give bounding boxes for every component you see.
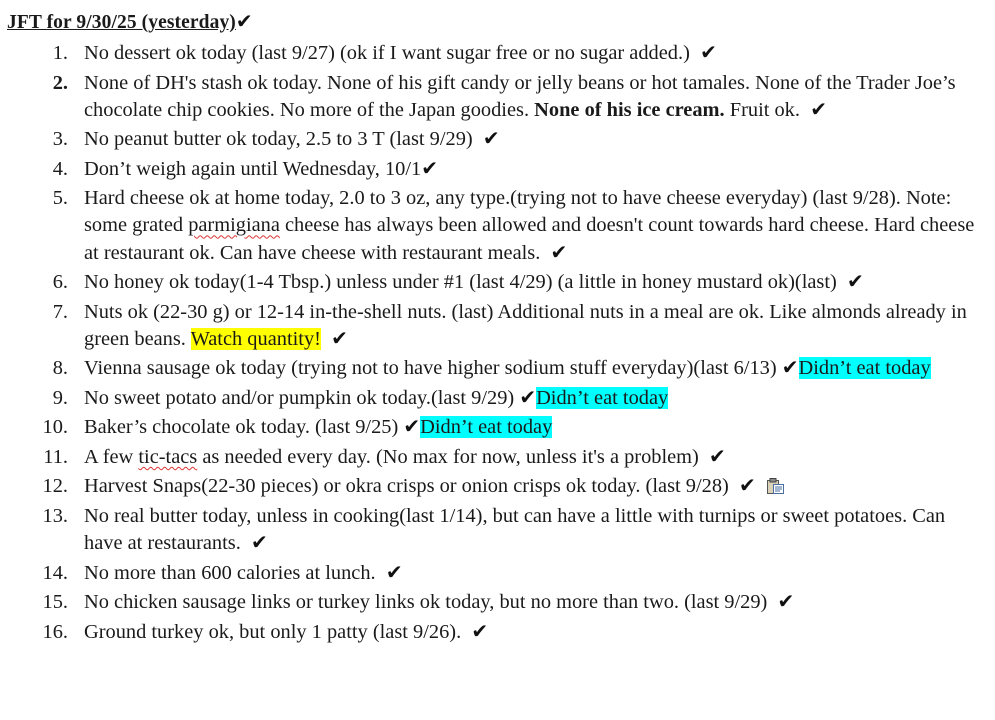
- list-item: 2. None of DH's stash ok today. None of his gift candy or jelly beans or hot tamales. None of the Trader Joe’s chocolate chip cookies. No more of the Japan goodies. None of his ice cream. Fruit ok. ✔: [0, 70, 995, 124]
- check-icon: ✔: [471, 618, 489, 643]
- list-item: 6. No honey ok today(1-4 Tbsp.) unless under #1 (last 4/29) (a little in honey mustard ok)(last) ✔: [0, 269, 995, 296]
- list-item: 5. Hard cheese ok at home today, 2.0 to 3 oz, any type.(trying not to have cheese everyday) (last 9/28). Note: some grated parmigiana cheese has always been allowed and doesn't count towards hard cheese. Hard cheese at restaurant ok. Can have cheese with restaurant meals. ✔: [0, 185, 995, 267]
- check-icon: ✔: [385, 559, 403, 584]
- check-icon: ✔: [700, 40, 717, 64]
- check-icon: ✔: [739, 473, 756, 498]
- list-item: 9. No sweet potato and/or pumpkin ok today.(last 9/29) ✔Didn’t eat today: [0, 385, 995, 412]
- list-item: 13. No real butter today, unless in cooking(last 1/14), but can have a little with turnips or sweet potatoes. Can have at restaurants. ✔: [0, 503, 995, 557]
- highlight-cyan: Didn’t eat today: [798, 357, 931, 380]
- item-number: 13.: [42, 504, 68, 527]
- list-item: 15. No chicken sausage links or turkey links ok today, but no more than two. (last 9/29) ✔: [0, 589, 995, 616]
- item-number: 3.: [52, 128, 68, 151]
- check-icon: ✔: [519, 384, 537, 409]
- list-item: 11. A few tic-tacs as needed every day. (No max for now, unless it's a problem) ✔: [0, 444, 995, 471]
- check-icon: ✔: [482, 126, 500, 151]
- clipboard-icon[interactable]: [767, 478, 784, 494]
- misspelled-word[interactable]: tic-tacs: [138, 445, 198, 468]
- misspelled-word[interactable]: parmigiana: [188, 214, 280, 237]
- list-item: 10. Baker’s chocolate ok today. (last 9/25) ✔Didn’t eat today: [0, 414, 995, 441]
- list-item: 16. Ground turkey ok, but only 1 patty (last 9/26). ✔: [0, 619, 995, 646]
- food-rules-list: [0, 40, 995, 648]
- list-item: 12. Harvest Snaps(22-30 pieces) or okra crisps or onion crisps ok today. (last 9/28) ✔: [0, 473, 995, 500]
- item-number: 7.: [52, 300, 68, 323]
- check-icon: ✔: [810, 96, 827, 121]
- check-icon: ✔: [550, 239, 568, 264]
- list-item: 8. Vienna sausage ok today (trying not to have higher sodium stuff everyday)(last 6/13) ✔Didn’t eat today: [0, 355, 995, 382]
- check-icon: ✔: [777, 589, 795, 614]
- item-number: 12.: [42, 475, 68, 498]
- item-number: 10.: [42, 416, 68, 439]
- item-number: 9.: [52, 386, 68, 409]
- item-number: 2.: [52, 71, 68, 94]
- check-icon: ✔: [331, 325, 348, 350]
- list-item: 14. No more than 600 calories at lunch. ✔: [0, 560, 995, 587]
- check-icon: ✔: [403, 414, 421, 439]
- item-number: 14.: [42, 561, 68, 584]
- item-number: 4.: [52, 157, 68, 180]
- page-title: JFT for 9/30/25 (yesterday)✔: [7, 9, 253, 33]
- list-item: 4. Don’t weigh again until Wednesday, 10/1✔: [0, 156, 995, 183]
- check-icon: ✔: [251, 530, 268, 555]
- check-icon: ✔: [421, 155, 438, 180]
- item-number: 15.: [42, 591, 68, 614]
- list-item: 3. No peanut butter ok today, 2.5 to 3 T (last 9/29) ✔: [0, 126, 995, 153]
- check-icon: ✔: [709, 443, 726, 468]
- highlight-yellow: Watch quantity!: [190, 327, 321, 350]
- check-icon: ✔: [235, 9, 253, 33]
- item-number: 1.: [52, 42, 68, 64]
- item-number: 8.: [52, 357, 68, 380]
- list-item: 7. Nuts ok (22-30 g) or 12-14 in-the-shell nuts. (last) Additional nuts in a meal are ok. Like almonds already in green beans. Watch quantity! ✔: [0, 299, 995, 353]
- check-icon: ✔: [781, 355, 799, 380]
- item-number: 6.: [52, 271, 68, 294]
- item-number: 5.: [52, 187, 68, 210]
- item-number: 11.: [43, 445, 68, 468]
- item-number: 16.: [42, 620, 68, 643]
- highlight-cyan: Didn’t eat today: [536, 386, 669, 409]
- highlight-cyan: Didn’t eat today: [420, 416, 553, 439]
- list-item: 1. No dessert ok today (last 9/27) (ok if I want sugar free or no sugar added.) ✔: [0, 40, 995, 67]
- check-icon: ✔: [847, 269, 864, 294]
